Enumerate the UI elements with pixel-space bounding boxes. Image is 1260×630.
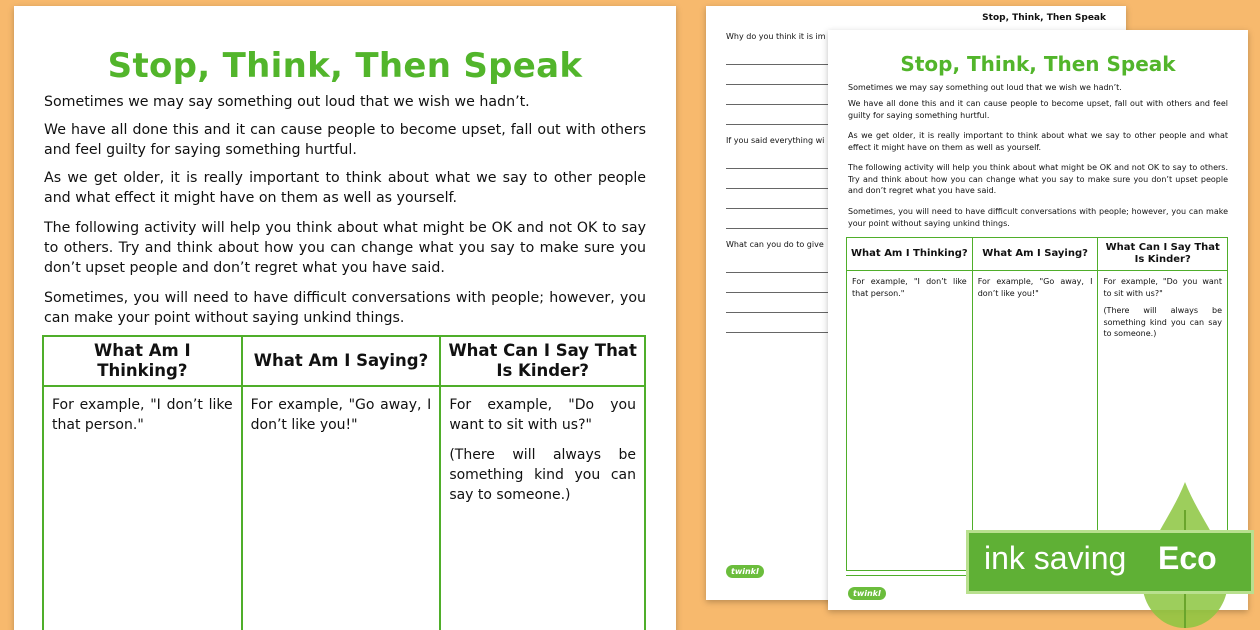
page-title: Stop, Think, Then Speak	[107, 46, 583, 86]
example-note: (There will always be something kind you can say to someone.)	[1103, 306, 1222, 338]
example-text: For example, "Go away, I don’t like you!"	[250, 397, 432, 433]
example-text: For example, "Do you want to sit with us?"	[1103, 277, 1222, 298]
intro-paragraph-4: The following activity will help you think about what might be OK and not OK to say to others. Try and think about how you can change what you say to make sure you don’t upset people and don’t regret what you have said.	[44, 220, 646, 276]
preview-paragraph-4: The following activity will help you think about what might be OK and not OK to say to others. Try and think about how you can change what you say to make sure you don’t upset people and don’t regret what you have said.	[848, 163, 1228, 195]
preview-column-header-kinder: What Can I Say That Is Kinder?	[1098, 238, 1228, 271]
answer-line	[726, 292, 831, 293]
example-text: For example, "I don’t like that person."	[852, 277, 967, 298]
preview-paragraph-1: Sometimes we may say something out loud that we wish we hadn’t.	[848, 83, 1122, 92]
preview-paragraph-2: We have all done this and it can cause people to become upset, fall out with others and feel guilty for saying something hurtful.	[848, 99, 1228, 120]
question-2: If you said everything wi	[726, 136, 825, 145]
answer-line	[726, 64, 831, 65]
answer-line	[726, 168, 831, 169]
column-header-thinking: What Am I Thinking?	[43, 336, 242, 386]
question-1: Why do you think it is im	[726, 32, 826, 41]
table-cell-kinder	[440, 386, 645, 630]
column-header-saying: What Am I Saying?	[242, 336, 441, 386]
answer-line	[726, 84, 831, 85]
preview-cell-thinking	[847, 271, 973, 571]
answer-line	[726, 188, 831, 189]
table-cell-saying	[242, 386, 441, 630]
example-text: For example, "Do you want to sit with us?"	[449, 397, 636, 433]
table-cell-thinking	[43, 386, 242, 630]
column-header-kinder: What Can I Say That Is Kinder?	[440, 336, 645, 386]
preview-paragraph-3: As we get older, it is really important to think about what we say to other people and what effect it might have on them as well as yourself.	[848, 131, 1228, 152]
preview-column-header-saying: What Am I Saying?	[972, 238, 1098, 271]
twinkl-logo: twinkl	[726, 559, 764, 578]
answer-line	[726, 124, 831, 125]
question-3: What can you do to give	[726, 240, 824, 249]
example-text: For example, "I don’t like that person."	[52, 397, 233, 433]
back-page-header: Stop, Think, Then Speak	[982, 13, 1106, 23]
answer-line	[726, 208, 831, 209]
intro-paragraph-5: Sometimes, you will need to have difficult conversations with people; however, you can make your point without saying unkind things.	[44, 290, 646, 326]
intro-paragraph-2: We have all done this and it can cause people to become upset, fall out with others and feel guilty for saying something hurtful.	[44, 122, 646, 158]
preview-column-header-thinking: What Am I Thinking?	[847, 238, 973, 271]
answer-line	[726, 228, 831, 229]
preview-title: Stop, Think, Then Speak	[900, 52, 1176, 76]
answer-line	[726, 272, 831, 273]
intro-paragraph-1: Sometimes we may say something out loud that we wish we hadn’t.	[44, 94, 530, 110]
intro-paragraph-3: As we get older, it is really important to think about what we say to other people and what effect it might have on them as well as yourself.	[44, 170, 646, 206]
preview-cell-saying	[972, 271, 1098, 571]
answer-line	[726, 312, 831, 313]
main-worksheet-page	[14, 6, 676, 630]
ink-saving-label: ink saving	[984, 540, 1127, 576]
eco-label: Eco	[1158, 540, 1217, 576]
preview-paragraph-5: Sometimes, you will need to have difficult conversations with people; however, you can make your point without saying unkind things.	[848, 207, 1228, 228]
twinkl-logo: twinkl	[848, 581, 886, 600]
thinking-table	[42, 335, 646, 630]
answer-line	[726, 104, 831, 105]
example-note: (There will always be something kind you can say to someone.)	[449, 447, 636, 503]
example-text: For example, "Go away, I don’t like you!"	[977, 277, 1093, 298]
answer-line	[726, 332, 831, 333]
